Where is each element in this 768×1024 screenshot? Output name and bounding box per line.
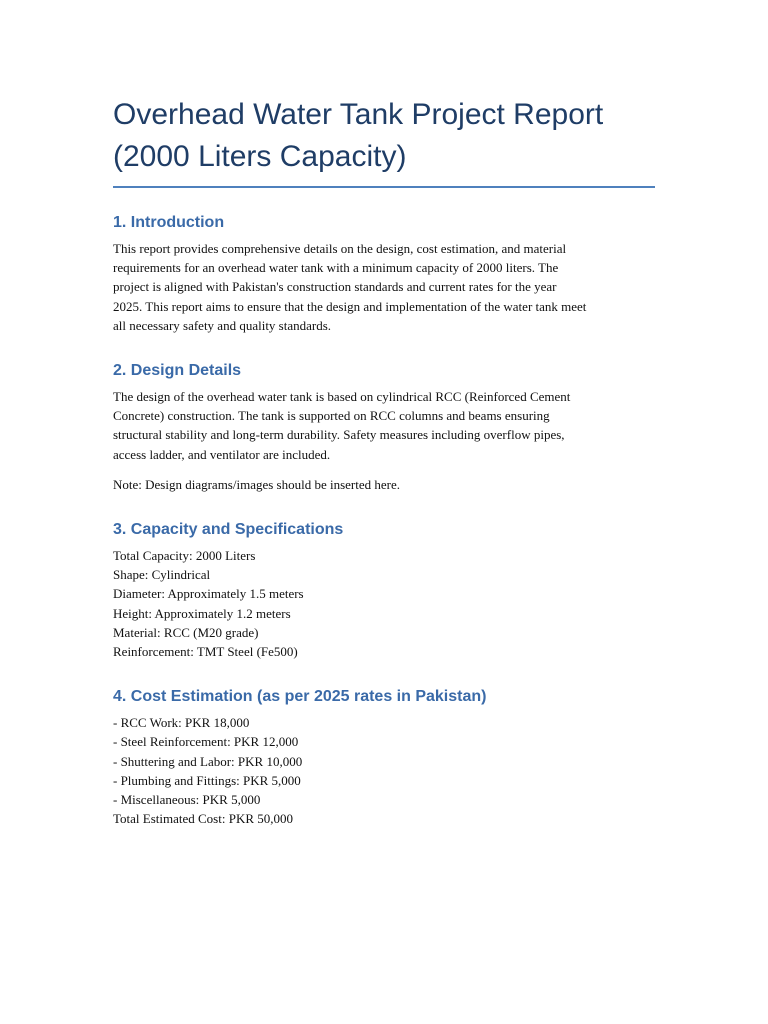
cost-line: - Plumbing and Fittings: PKR 5,000 xyxy=(113,772,301,788)
section-heading: 4. Cost Estimation (as per 2025 rates in Pakistan) xyxy=(113,688,487,706)
specification-line: Shape: Cylindrical xyxy=(113,567,211,583)
section-paragraph xyxy=(113,239,658,335)
paragraph-line: access ladder, and ventilator are included. xyxy=(113,446,331,462)
section-heading: 1. Introduction xyxy=(113,214,225,231)
design-note xyxy=(113,475,658,494)
paragraph-line: requirements for an overhead water tank with a minimum capacity of 2000 liters. The xyxy=(113,260,559,276)
specification-line: Material: RCC (M20 grade) xyxy=(113,624,259,640)
document-title xyxy=(113,94,658,186)
title-underline xyxy=(113,186,655,188)
cost-line: - Miscellaneous: PKR 5,000 xyxy=(113,792,261,808)
paragraph-line: structural stability and long-term durability. Safety measures including overflow pipes, xyxy=(113,427,565,443)
title-line-2: (2000 Liters Capacity) xyxy=(113,140,407,173)
section-introduction xyxy=(113,212,658,335)
section-heading: 3. Capacity and Specifications xyxy=(113,521,344,539)
cost-list xyxy=(113,713,658,828)
section-paragraph xyxy=(113,387,658,464)
paragraph-line: 2025. This report aims to ensure that the design and implementation of the water tank meet xyxy=(113,298,587,314)
specification-line: Reinforcement: TMT Steel (Fe500) xyxy=(113,644,298,660)
section-cost-estimation xyxy=(113,686,658,828)
paragraph-line: all necessary safety and quality standards. xyxy=(113,317,332,333)
paragraph-line: This report provides comprehensive details on the design, cost estimation, and material xyxy=(113,241,567,256)
cost-line: - Steel Reinforcement: PKR 12,000 xyxy=(113,734,299,750)
section-design-details xyxy=(113,360,658,494)
paragraph-line: project is aligned with Pakistan's construction standards and current rates for the year xyxy=(113,279,557,295)
specification-list xyxy=(113,546,658,661)
section-heading: 2. Design Details xyxy=(113,362,242,380)
section-capacity-specifications xyxy=(113,519,658,661)
total-cost-line: Total Estimated Cost: PKR 50,000 xyxy=(113,811,294,827)
specification-line: Height: Approximately 1.2 meters xyxy=(113,605,291,621)
cost-line: - RCC Work: PKR 18,000 xyxy=(113,715,250,731)
paragraph-line: The design of the overhead water tank is based on cylindrical RCC (Reinforced Cement xyxy=(113,389,571,405)
title-line-1: Overhead Water Tank Project Report xyxy=(113,98,604,131)
document-page xyxy=(113,94,658,853)
paragraph-line: Concrete) construction. The tank is supported on RCC columns and beams ensuring xyxy=(113,408,550,424)
specification-line: Total Capacity: 2000 Liters xyxy=(113,548,256,564)
cost-line: - Shuttering and Labor: PKR 10,000 xyxy=(113,753,303,769)
specification-line: Diameter: Approximately 1.5 meters xyxy=(113,586,304,602)
note-text: Note: Design diagrams/images should be inserted here. xyxy=(113,476,401,492)
